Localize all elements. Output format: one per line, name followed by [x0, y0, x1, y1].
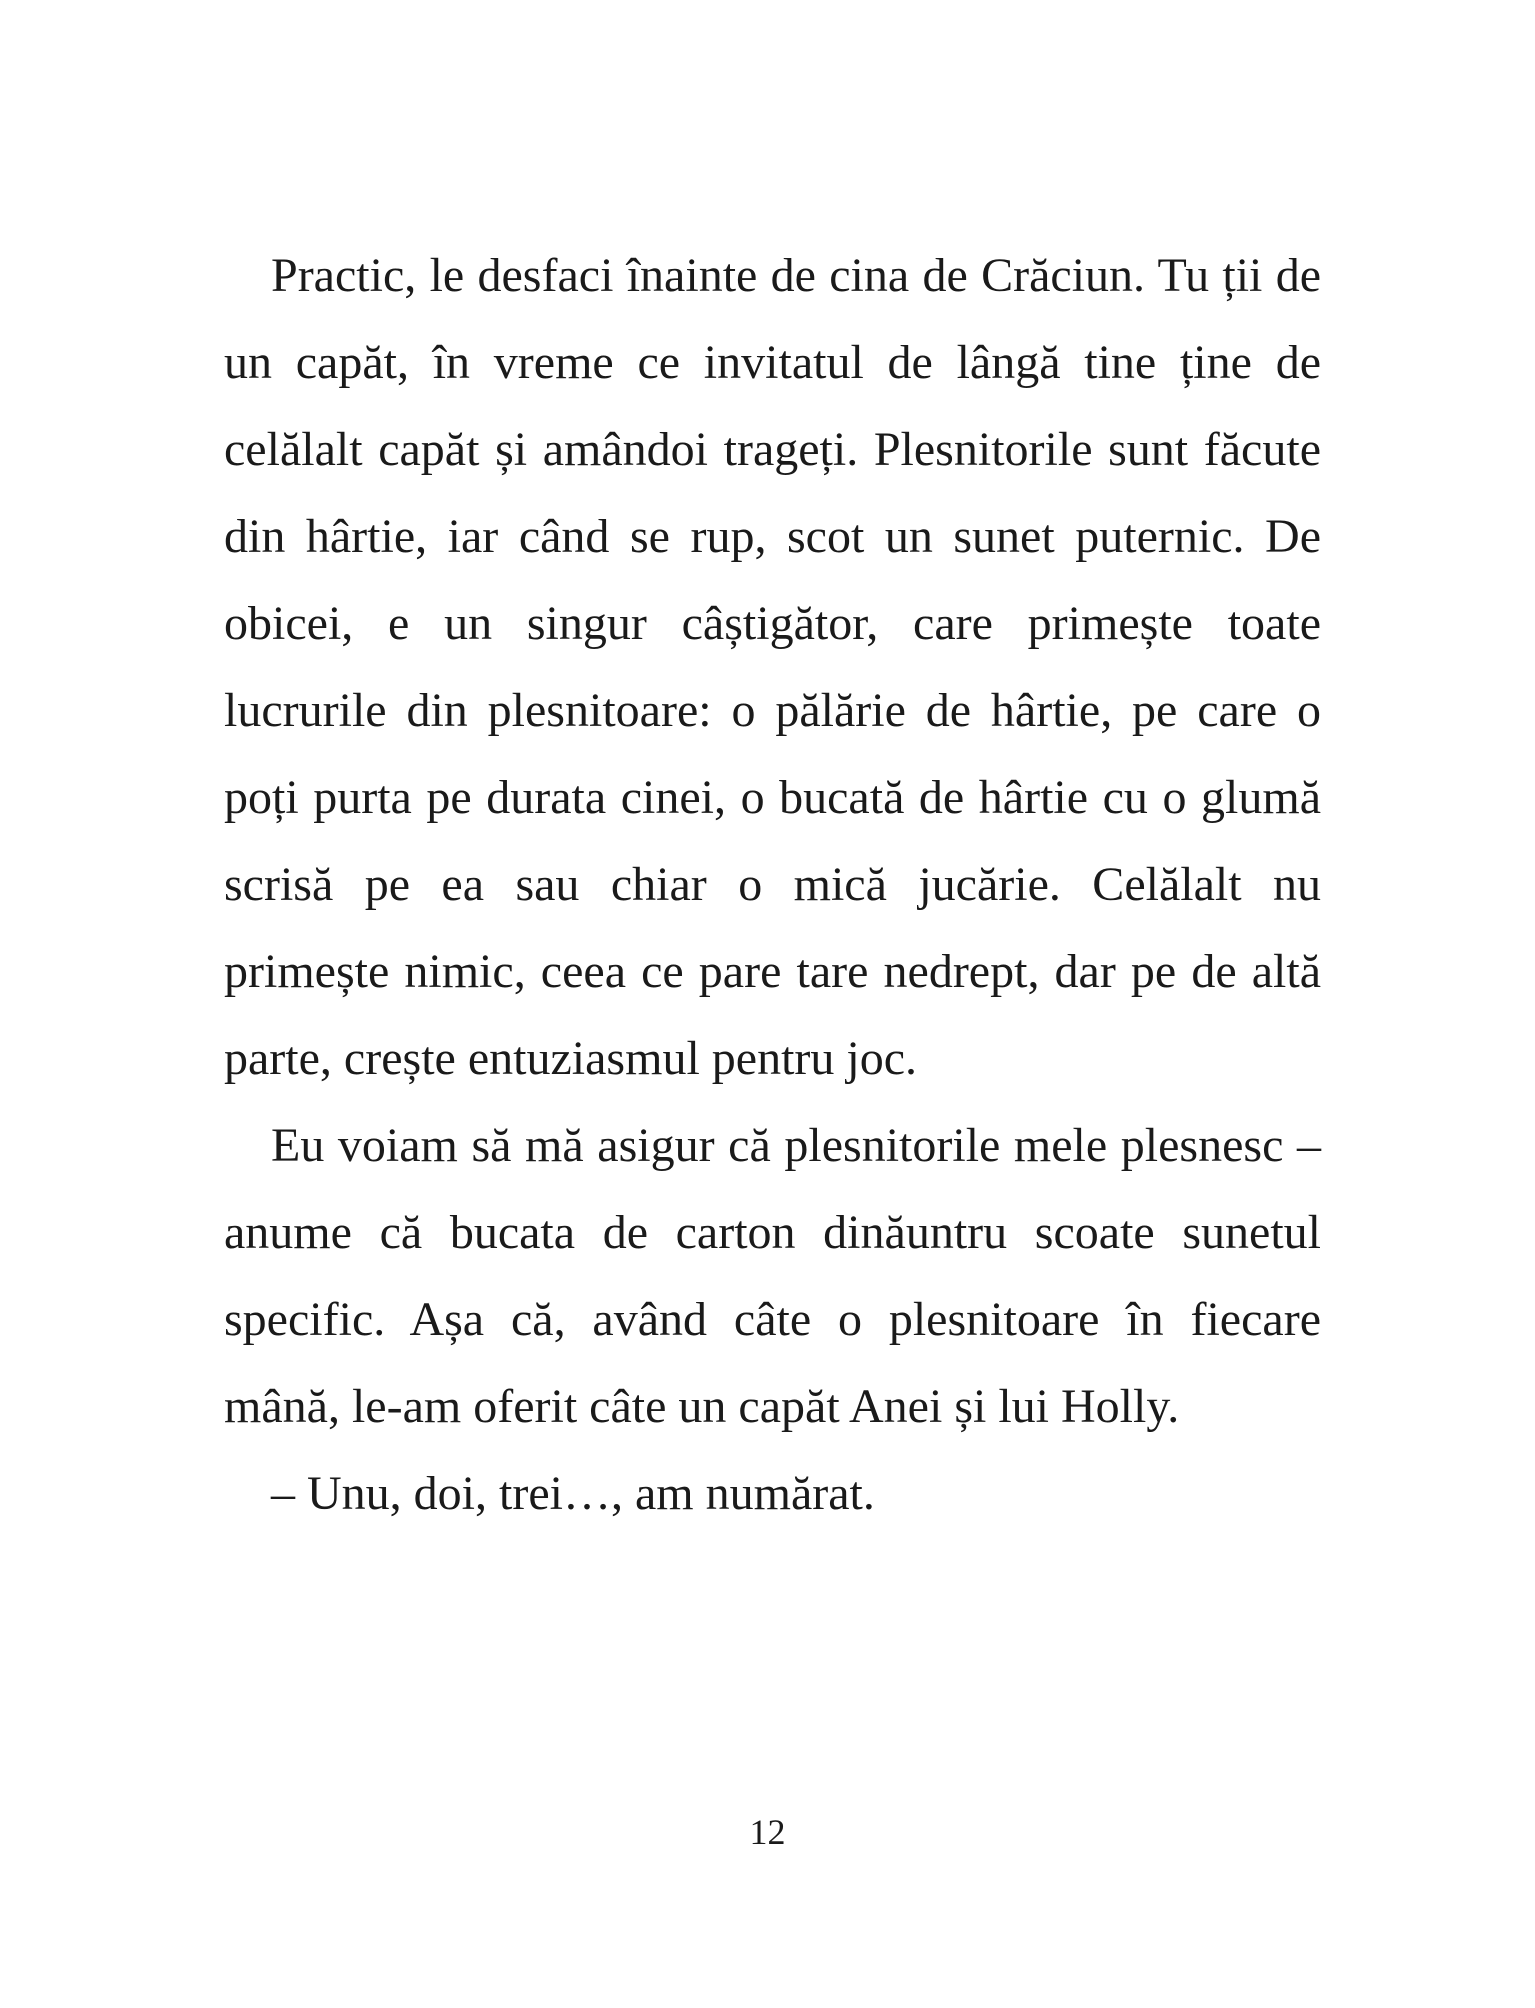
paragraph-dialogue-count: – Unu, doi, trei…, am numărat.: [271, 1467, 875, 1520]
paragraph-cracker-test: Eu voiam să mă asigur că plesnitorile mele plesnesc – anume că bucata de carton dinăuntru scoate sunetul specific. Așa că, având câte o plesnitoare în fiecare mână, le-am oferit câte un capăt Anei și lui Holly.: [224, 1119, 1321, 1433]
page-number: 12: [749, 1812, 786, 1852]
paragraph-christmas-crackers: Practic, le desfaci înainte de cina de Crăciun. Tu ții de un capăt, în vreme ce invitatul de lângă tine ține de celălalt capăt și amândoi trageți. Plesnitorile sunt făcute din hârtie, iar când se rup, scot un sunet puternic. De obicei, e un singur câștigător, care primește toate lucrurile din plesnitoare: o pălărie de hârtie, pe care o poți purta pe durata cinei, o bucată de hârtie cu o glumă scrisă pe ea sau chiar o mică jucărie. Celălalt nu primește nimic, ceea ce pare tare nedrept, dar pe de altă parte, crește entuziasmul pentru joc.: [224, 249, 1321, 1085]
body-text: [224, 232, 1321, 1537]
